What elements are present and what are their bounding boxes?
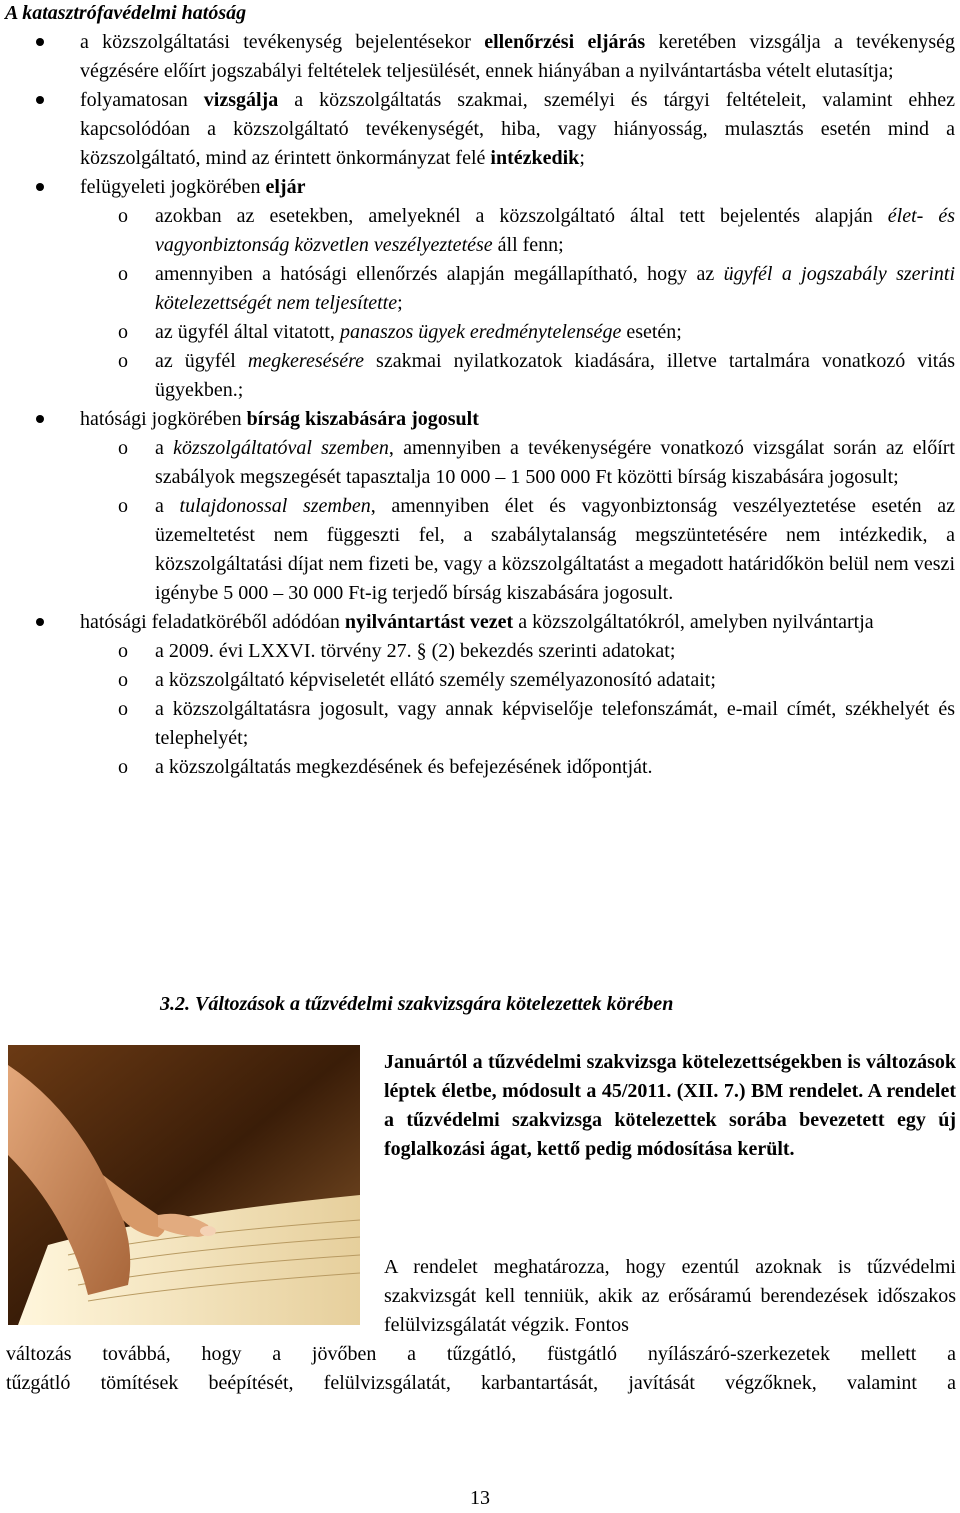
- sub-list-marker: o: [118, 321, 128, 343]
- text-run: , amennyiben a tevékenységére vonatkozó vizsgálat során az előírt szabályok megszegését tapasztalja 10 000 – 1 500 000 Ft közötti bírság kiszabására jogosult;: [155, 437, 955, 488]
- bold-phrase: vizsgálja: [203, 89, 279, 111]
- sub-list-marker: o: [118, 263, 128, 285]
- sub-list-marker: o: [118, 205, 128, 227]
- text-run: ;: [397, 292, 403, 314]
- text-run: ;: [579, 147, 585, 169]
- sub-list-item: [0, 347, 960, 405]
- sub-list-marker: o: [118, 756, 128, 778]
- regulation-paragraph-wrapped: A rendelet meghatározza, hogy ezentúl azoknak is tűzvédelmi szakvizsgát kell tenniük, akik az erősáramú berendezések időszakos felülvizsgálatát végzik. Fontos: [384, 1256, 956, 1336]
- text-run: azokban az esetekben, amelyeknél a közszolgáltató által tett bejelentés alapján: [155, 205, 888, 227]
- sub-list-marker: o: [118, 669, 128, 691]
- sub-list-item: [0, 695, 960, 753]
- text-run: a közszolgáltató képviseletét ellátó személy személyazonosító adatait;: [155, 669, 716, 691]
- sub-list-item: [0, 202, 960, 260]
- section-title: 3.2. Változások a tűzvédelmi szakvizsgára kötelezettek körében: [160, 993, 674, 1015]
- sub-list-text: [155, 318, 955, 347]
- sub-list-text: [155, 347, 955, 405]
- bullet-text: [80, 173, 955, 202]
- bold-phrase: nyilvántartást vezet: [344, 611, 514, 633]
- sub-list-marker: o: [118, 350, 128, 372]
- sub-list-text: [155, 695, 955, 753]
- italic-phrase: tulajdonossal szemben: [179, 495, 371, 517]
- sub-list-item: [0, 318, 960, 347]
- bullet-item: [0, 86, 960, 173]
- bullet-item: [0, 405, 960, 434]
- sub-list-text: [155, 434, 955, 492]
- regulation-paragraph-line: változás továbbá, hogy a jövőben a tűzgátló, füstgátló nyílászáró-szerkezetek mellett a: [6, 1343, 956, 1365]
- text-run: folyamatosan: [80, 89, 204, 111]
- regulation-paragraph-full-width: [6, 1340, 956, 1398]
- text-run: az ügyfél: [155, 350, 248, 372]
- sub-list-text: [155, 260, 955, 318]
- regulation-paragraph-line: tűzgátló tömítések beépítését, felülvizsgálatát, karbantartását, javítását végzőknek, valamint a: [6, 1372, 956, 1394]
- sub-list-text: [155, 202, 955, 260]
- text-run: az ügyfél által vitatott,: [155, 321, 340, 343]
- text-run: szakmai nyilatkozatok kiadására, illetve tartalmára vonatkozó vitás ügyekben.;: [155, 350, 955, 401]
- bullet-dot-icon: [36, 38, 44, 46]
- bold-phrase: eljár: [265, 176, 306, 198]
- section-heading: A katasztrófavédelmi hatóság: [5, 2, 247, 24]
- bullet-dot-icon: [36, 618, 44, 626]
- italic-phrase: ügyfél a jogszabály szerinti kötelezettségét nem teljesítette: [155, 263, 956, 314]
- italic-phrase: közszolgáltatóval szemben: [173, 437, 389, 459]
- authority-duties-list: [0, 28, 960, 782]
- sub-list-item: [0, 753, 960, 782]
- sub-list-item: [0, 260, 960, 318]
- sub-list-text: [155, 492, 955, 608]
- bold-phrase: ellenőrzési eljárás: [484, 31, 646, 53]
- text-run: felügyeleti jogkörében: [80, 176, 266, 198]
- hand-turning-book-page-image: [8, 1045, 360, 1325]
- bullet-item: [0, 173, 960, 202]
- bold-phrase: intézkedik: [490, 147, 580, 169]
- sub-list-text: [155, 637, 955, 666]
- text-run: áll fenn;: [492, 234, 564, 256]
- italic-phrase: megkeresésére: [247, 350, 365, 372]
- text-run: a 2009. évi LXXVI. törvény 27. § (2) bekezdés szerinti adatokat;: [155, 640, 676, 662]
- bullet-text: [80, 608, 955, 637]
- text-run: hatósági feladatköréből adódóan: [80, 611, 345, 633]
- text-run: a közszolgáltatás megkezdésének és befejezésének időpontját.: [155, 756, 653, 778]
- bullet-item: [0, 608, 960, 637]
- sub-list-item: [0, 666, 960, 695]
- text-run: a közszolgáltatókról, amelyben nyilvántartja: [513, 611, 874, 633]
- bullet-dot-icon: [36, 415, 44, 423]
- bullet-dot-icon: [36, 183, 44, 191]
- text-run: keretében vizsgálja a tevékenység végzésére előírt jogszabályi feltételek teljesülését, ennek hiányában a nyilvántartásba vételt elutasítja;: [80, 31, 955, 82]
- sub-list-item: [0, 434, 960, 492]
- text-run: esetén;: [621, 321, 682, 343]
- text-run: a közszolgáltatási tevékenység bejelentésekor: [80, 31, 485, 53]
- bullet-item: [0, 28, 960, 86]
- bullet-text: [80, 28, 955, 86]
- sub-list-item: [0, 492, 960, 608]
- text-run: , amennyiben élet és vagyonbiztonság veszélyeztetése esetén az üzemeltetést nem függeszti fel, a szabálytalanság megszüntetésére nem intézkedik, a közszolgáltatási díjat nem fizeti be, vagy a közszolgáltatást a megadott határidőkön belül nem veszi igénybe 5 000 – 30 000 Ft-ig terjedő bírság kiszabására jogosult.: [155, 495, 955, 604]
- page-number: 13: [470, 1487, 490, 1509]
- bullet-dot-icon: [36, 96, 44, 104]
- italic-phrase: panaszos ügyek eredménytelensége: [339, 321, 622, 343]
- sub-list-marker: o: [118, 495, 128, 517]
- bold-phrase: bírság kiszabására jogosult: [246, 408, 479, 430]
- sub-list-marker: o: [118, 437, 128, 459]
- text-run: amennyiben a hatósági ellenőrzés alapján megállapítható, hogy az: [155, 263, 724, 285]
- bullet-text: [80, 86, 955, 173]
- text-run: a közszolgáltatásra jogosult, vagy annak képviselője telefonszámát, e-mail címét, székhelyét és telephelyét;: [155, 698, 955, 749]
- sub-list-text: [155, 753, 955, 782]
- text-run: a közszolgáltatás szakmai, személyi és tárgyi feltételeit, valamint ehhez kapcsolódóan a közszolgáltató tevékenységét, hiba, vagy hiányosság, mulasztás esetén mind a közszolgáltató, mind az érintett önkormányzat felé: [80, 89, 956, 169]
- sub-list-text: [155, 666, 955, 695]
- bullet-text: [80, 405, 955, 434]
- sub-list-marker: o: [118, 698, 128, 720]
- intro-bold-paragraph: Januártól a tűzvédelmi szakvizsga kötelezettségekben is változások léptek életbe, módosult a 45/2011. (XII. 7.) BM rendelet. A rendelet a tűzvédelmi szakvizsga kötelezettek sorába bevezetett egy új foglalkozási ágat, kettő pedig módosítása került.: [384, 1051, 956, 1160]
- italic-phrase: élet- és vagyonbiztonság közvetlen veszélyeztetése: [155, 205, 955, 256]
- book-photo: [8, 1045, 360, 1325]
- text-run: hatósági jogkörében: [80, 408, 247, 430]
- sub-list-marker: o: [118, 640, 128, 662]
- text-run: a: [155, 495, 180, 517]
- sub-list-item: [0, 637, 960, 666]
- text-run: a: [155, 437, 174, 459]
